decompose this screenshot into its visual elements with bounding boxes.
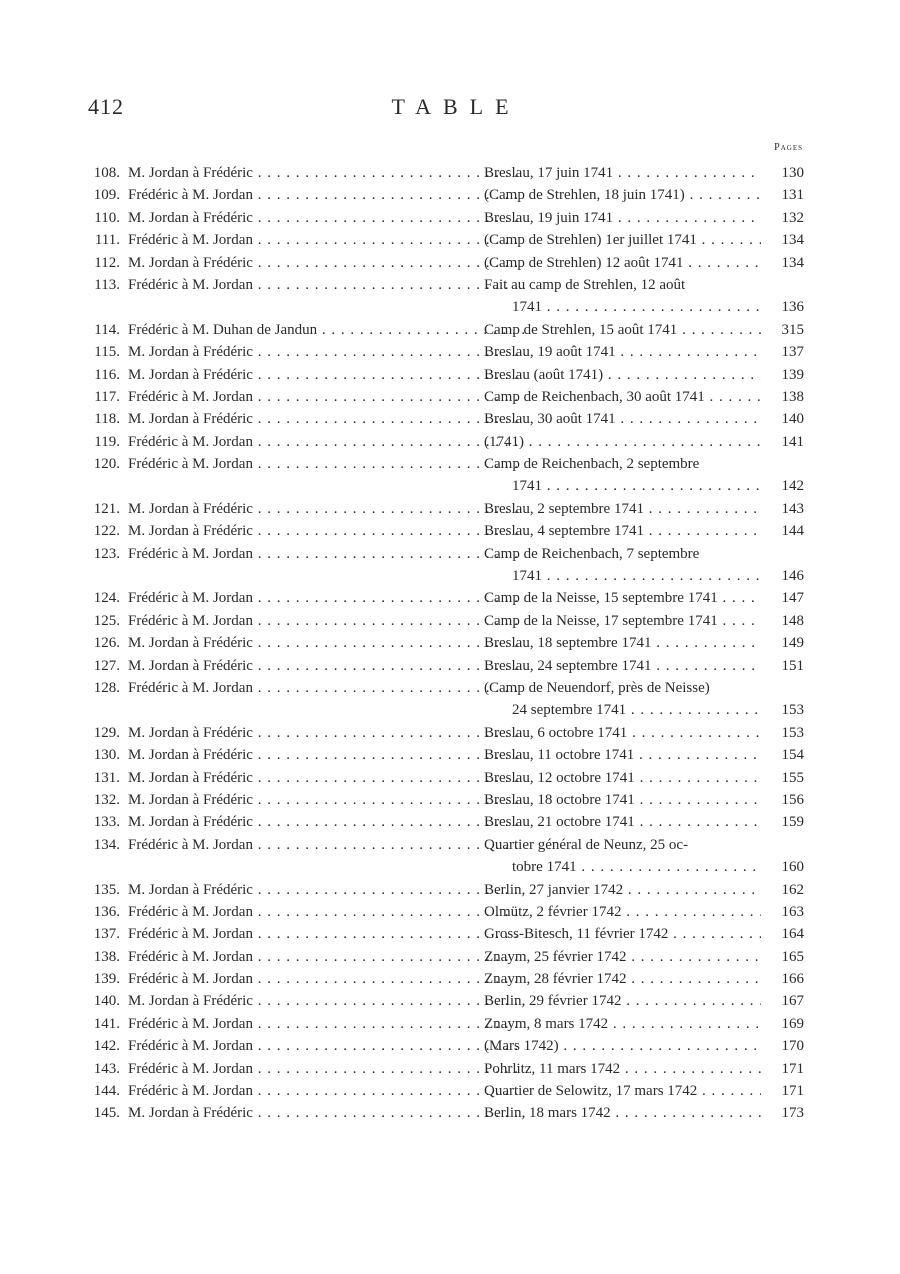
entry-correspondents: M. Jordan à Frédéric . . .	[128, 408, 525, 430]
entry-number: 125.	[93, 612, 120, 629]
toc-entry	[80, 879, 810, 901]
entry-page: 148	[781, 612, 804, 629]
toc-entry	[80, 722, 810, 744]
entry-place-date: Gross-Bitesch, 11 février 1742 . . .	[484, 923, 761, 945]
entry-correspondents: Frédéric à M. Jordan . . .	[128, 968, 525, 990]
entry-correspondents: M. Jordan à Frédéric . . .	[128, 767, 525, 789]
entry-number: 115.	[94, 344, 120, 361]
entry-page: 131	[781, 187, 804, 204]
entry-correspondents: Frédéric à M. Jordan . . .	[128, 543, 525, 565]
entry-number: 135.	[93, 881, 120, 898]
toc-entry	[80, 610, 810, 632]
entry-number: 133.	[93, 814, 120, 831]
entry-place-date-continued: 1741 . . .	[512, 565, 761, 587]
entry-page: 144	[781, 523, 804, 540]
toc-entry	[80, 319, 810, 341]
entry-place-date-continued: tobre 1741 . . .	[512, 856, 761, 878]
entry-correspondents: M. Jordan à Frédéric . . .	[128, 879, 525, 901]
page-number: 412	[88, 94, 124, 119]
entry-place-date: Breslau, 18 septembre 1741 . . .	[484, 632, 761, 654]
entry-correspondents: Frédéric à M. Jordan . . .	[128, 229, 525, 251]
entry-place-date: Breslau, 2 septembre 1741 . . .	[484, 498, 761, 520]
entry-place-date: Camp de Reichenbach, 7 septembre	[484, 545, 700, 562]
toc-entry	[80, 789, 810, 811]
toc-entry	[80, 1013, 810, 1035]
entry-place-date: Znaym, 25 février 1742 . . .	[484, 946, 761, 968]
entry-correspondents: M. Jordan à Frédéric . . .	[128, 1102, 525, 1124]
toc-entry	[80, 1058, 810, 1080]
entry-number: 132.	[93, 791, 120, 808]
entry-correspondents: M. Jordan à Frédéric . . .	[128, 632, 525, 654]
entry-correspondents: M. Jordan à Frédéric . . .	[128, 341, 525, 363]
entry-correspondents: M. Jordan à Frédéric . . .	[128, 207, 525, 229]
entry-place-date: Quartier général de Neunz, 25 oc-	[484, 836, 689, 853]
entry-place-date: Fait au camp de Strehlen, 12 août	[484, 276, 686, 293]
entry-correspondents: Frédéric à M. Duhan de Jandun . . .	[128, 319, 525, 341]
entry-place-date: Quartier de Selowitz, 17 mars 1742 . . .	[484, 1080, 761, 1102]
toc-entry	[80, 162, 810, 184]
entry-number: 134.	[93, 836, 120, 853]
entry-place-date: Breslau, 30 août 1741 . . .	[484, 408, 761, 430]
entry-correspondents: Frédéric à M. Jordan . . .	[128, 901, 525, 923]
entry-page: 146	[781, 568, 804, 585]
entry-page: 169	[781, 1015, 804, 1032]
entry-page: 171	[781, 1060, 804, 1077]
toc-entry	[80, 184, 810, 206]
toc-entry	[80, 207, 810, 229]
toc-entry	[80, 834, 810, 856]
entry-number: 121.	[93, 500, 120, 517]
entry-page: 166	[781, 971, 804, 988]
toc-entry	[80, 587, 810, 609]
entry-page: 139	[781, 366, 804, 383]
toc-entry	[80, 274, 810, 296]
entry-number: 142.	[93, 1038, 120, 1055]
entry-correspondents: M. Jordan à Frédéric . . .	[128, 744, 525, 766]
page-header	[0, 94, 900, 124]
toc-entry-continuation	[80, 475, 810, 497]
entry-place-date: Breslau, 24 septembre 1741 . . .	[484, 655, 761, 677]
entry-correspondents: Frédéric à M. Jordan . . .	[128, 386, 525, 408]
toc-entry	[80, 811, 810, 833]
entry-correspondents: Frédéric à M. Jordan . . .	[128, 587, 525, 609]
entry-place-date: Camp de la Neisse, 17 septembre 1741 . . .	[484, 610, 761, 632]
entry-place-date: Znaym, 28 février 1742 . . .	[484, 968, 761, 990]
entry-number: 143.	[93, 1060, 120, 1077]
entry-page: 132	[781, 209, 804, 226]
entry-correspondents: Frédéric à M. Jordan . . .	[128, 1013, 525, 1035]
entry-number: 108.	[93, 165, 120, 181]
entry-correspondents: Frédéric à M. Jordan . . .	[128, 677, 525, 699]
toc-entry	[80, 543, 810, 565]
entry-number: 141.	[93, 1015, 120, 1032]
entry-number: 117.	[94, 388, 120, 405]
toc-entry	[80, 1102, 810, 1124]
entry-page: 147	[781, 590, 804, 607]
entry-place-date-continued: 1741 . . .	[512, 475, 761, 497]
entry-place-date: (Mars 1742) . . .	[484, 1035, 761, 1057]
toc-entry	[80, 386, 810, 408]
entry-number: 113.	[94, 276, 120, 293]
entry-page: 134	[781, 254, 804, 271]
toc-entry-continuation	[80, 699, 810, 721]
entry-number: 137.	[93, 926, 120, 943]
entry-correspondents: Frédéric à M. Jordan . . .	[128, 834, 525, 856]
entry-page: 164	[781, 926, 804, 943]
entry-place-date: (Camp de Strehlen) 1er juillet 1741 . . .	[484, 229, 761, 251]
entry-correspondents: Frédéric à M. Jordan . . .	[128, 431, 525, 453]
entry-place-date: (Camp de Neuendorf, près de Neisse)	[484, 679, 710, 696]
entry-number: 109.	[93, 187, 120, 204]
entry-correspondents: Frédéric à M. Jordan . . .	[128, 274, 525, 296]
entry-number: 145.	[93, 1105, 120, 1122]
toc-entry	[80, 252, 810, 274]
entry-correspondents: Frédéric à M. Jordan . . .	[128, 610, 525, 632]
entry-page: 156	[781, 791, 804, 808]
entry-place-date: Breslau, 17 juin 1741 . . .	[484, 162, 761, 184]
entry-place-date: Breslau, 4 septembre 1741 . . .	[484, 520, 761, 542]
toc-entry	[80, 498, 810, 520]
entry-number: 131.	[93, 769, 120, 786]
entry-page: 143	[781, 500, 804, 517]
entry-correspondents: Frédéric à M. Jordan . . .	[128, 1035, 525, 1057]
entry-page: 154	[781, 747, 804, 764]
entry-number: 122.	[93, 523, 120, 540]
toc-entry	[80, 1080, 810, 1102]
entry-page: 155	[781, 769, 804, 786]
toc-entry	[80, 520, 810, 542]
entry-correspondents: Frédéric à M. Jordan . . .	[128, 923, 525, 945]
entry-number: 126.	[93, 635, 120, 652]
entry-page: 173	[781, 1105, 804, 1122]
entry-correspondents: M. Jordan à Frédéric . . .	[128, 789, 525, 811]
entry-page: 137	[781, 344, 804, 361]
page-title: TABLE	[391, 94, 521, 119]
entry-correspondents: Frédéric à M. Jordan . . .	[128, 1058, 525, 1080]
entry-page: 153	[781, 702, 804, 719]
entry-number: 140.	[93, 993, 120, 1010]
entry-page: 153	[781, 724, 804, 741]
entry-page: 149	[781, 635, 804, 652]
entry-page: 151	[781, 657, 804, 674]
entry-number: 118.	[94, 411, 120, 428]
entry-place-date: Breslau, 12 octobre 1741 . . .	[484, 767, 761, 789]
entry-number: 136.	[93, 903, 120, 920]
entry-number: 128.	[93, 679, 120, 696]
entry-number: 139.	[93, 971, 120, 988]
entry-place-date: Berlin, 27 janvier 1742 . . .	[484, 879, 761, 901]
entry-page: 130	[781, 165, 804, 181]
entry-place-date-continued: 1741 . . .	[512, 296, 761, 318]
toc-entry	[80, 968, 810, 990]
entry-page: 163	[781, 903, 804, 920]
entry-number: 112.	[94, 254, 120, 271]
entry-page: 138	[781, 388, 804, 405]
toc-entry	[80, 923, 810, 945]
toc-entry-continuation	[80, 296, 810, 318]
entry-number: 129.	[93, 724, 120, 741]
entry-place-date: Pohrlitz, 11 mars 1742 . . .	[484, 1058, 761, 1080]
entry-place-date: Camp de Reichenbach, 2 septembre	[484, 456, 700, 473]
toc-entry	[80, 408, 810, 430]
toc-entry	[80, 655, 810, 677]
entry-place-date: Berlin, 29 février 1742 . . .	[484, 990, 761, 1012]
entry-place-date: Znaym, 8 mars 1742 . . .	[484, 1013, 761, 1035]
toc-entry	[80, 990, 810, 1012]
entry-place-date: (Camp de Strehlen) 12 août 1741 . . .	[484, 252, 761, 274]
entry-place-date: Camp de la Neisse, 15 septembre 1741 . . .	[484, 587, 761, 609]
entry-place-date: Breslau, 19 juin 1741 . . .	[484, 207, 761, 229]
entry-correspondents: M. Jordan à Frédéric . . .	[128, 990, 525, 1012]
table-of-contents	[80, 162, 810, 1125]
entry-correspondents: M. Jordan à Frédéric . . .	[128, 252, 525, 274]
entry-correspondents: M. Jordan à Frédéric . . .	[128, 722, 525, 744]
entry-correspondents: M. Jordan à Frédéric . . .	[128, 811, 525, 833]
entry-page: 171	[781, 1083, 804, 1100]
entry-number: 114.	[94, 321, 120, 338]
toc-entry-continuation	[80, 565, 810, 587]
entry-correspondents: Frédéric à M. Jordan . . .	[128, 184, 525, 206]
entry-correspondents: Frédéric à M. Jordan . . .	[128, 453, 525, 475]
entry-page: 159	[781, 814, 804, 831]
entry-number: 116.	[94, 366, 120, 383]
entry-page: 142	[781, 478, 804, 495]
entry-correspondents: M. Jordan à Frédéric . . .	[128, 655, 525, 677]
entry-number: 120.	[93, 456, 120, 473]
entry-page: 160	[781, 859, 804, 876]
entry-number: 123.	[93, 545, 120, 562]
entry-correspondents: Frédéric à M. Jordan . . .	[128, 1080, 525, 1102]
entry-correspondents: M. Jordan à Frédéric . . .	[128, 520, 525, 542]
entry-place-date: (Camp de Strehlen, 18 juin 1741) . . .	[484, 184, 761, 206]
entry-page: 162	[781, 881, 804, 898]
entry-number: 144.	[93, 1083, 120, 1100]
toc-entry	[80, 453, 810, 475]
toc-entry	[80, 677, 810, 699]
entry-page: 134	[781, 232, 804, 249]
entry-page: 170	[781, 1038, 804, 1055]
entry-place-date: Camp de Strehlen, 15 août 1741 . . .	[484, 319, 761, 341]
toc-entry	[80, 1035, 810, 1057]
entry-number: 127.	[93, 657, 120, 674]
entry-page: 136	[781, 299, 804, 316]
toc-entry	[80, 341, 810, 363]
toc-entry-continuation	[80, 856, 810, 878]
entry-correspondents: M. Jordan à Frédéric . . .	[128, 498, 525, 520]
entry-place-date: Breslau, 18 octobre 1741 . . .	[484, 789, 761, 811]
entry-number: 130.	[93, 747, 120, 764]
pages-column-label: Pages	[774, 142, 803, 153]
entry-number: 124.	[93, 590, 120, 607]
entry-page: 165	[781, 948, 804, 965]
toc-entry	[80, 744, 810, 766]
toc-entry	[80, 632, 810, 654]
entry-correspondents: Frédéric à M. Jordan . . .	[128, 946, 525, 968]
entry-page: 315	[781, 321, 804, 338]
toc-entry	[80, 364, 810, 386]
entry-number: 111.	[94, 232, 120, 249]
entry-place-date: (1741) . . .	[484, 431, 761, 453]
entry-place-date-continued: 24 septembre 1741 . . .	[512, 699, 761, 721]
entry-number: 138.	[93, 948, 120, 965]
toc-entry	[80, 767, 810, 789]
toc-entry	[80, 229, 810, 251]
entry-place-date: Breslau, 19 août 1741 . . .	[484, 341, 761, 363]
entry-correspondents: M. Jordan à Frédéric . . .	[128, 364, 525, 386]
toc-entry	[80, 431, 810, 453]
entry-place-date: Breslau, 6 octobre 1741 . . .	[484, 722, 761, 744]
toc-entry	[80, 901, 810, 923]
entry-number: 119.	[94, 433, 120, 450]
toc-entry	[80, 946, 810, 968]
entry-place-date: Camp de Reichenbach, 30 août 1741 . . .	[484, 386, 761, 408]
entry-place-date: Berlin, 18 mars 1742 . . .	[484, 1102, 761, 1124]
entry-place-date: Breslau, 11 octobre 1741 . . .	[484, 744, 761, 766]
entry-page: 140	[781, 411, 804, 428]
entry-place-date: Olmütz, 2 février 1742 . . .	[484, 901, 761, 923]
entry-correspondents: M. Jordan à Frédéric . . .	[128, 162, 525, 184]
entry-place-date: Breslau (août 1741) . . .	[484, 364, 761, 386]
entry-place-date: Breslau, 21 octobre 1741 . . .	[484, 811, 761, 833]
entry-page: 141	[781, 433, 804, 450]
entry-page: 167	[781, 993, 804, 1010]
entry-number: 110.	[94, 209, 120, 226]
